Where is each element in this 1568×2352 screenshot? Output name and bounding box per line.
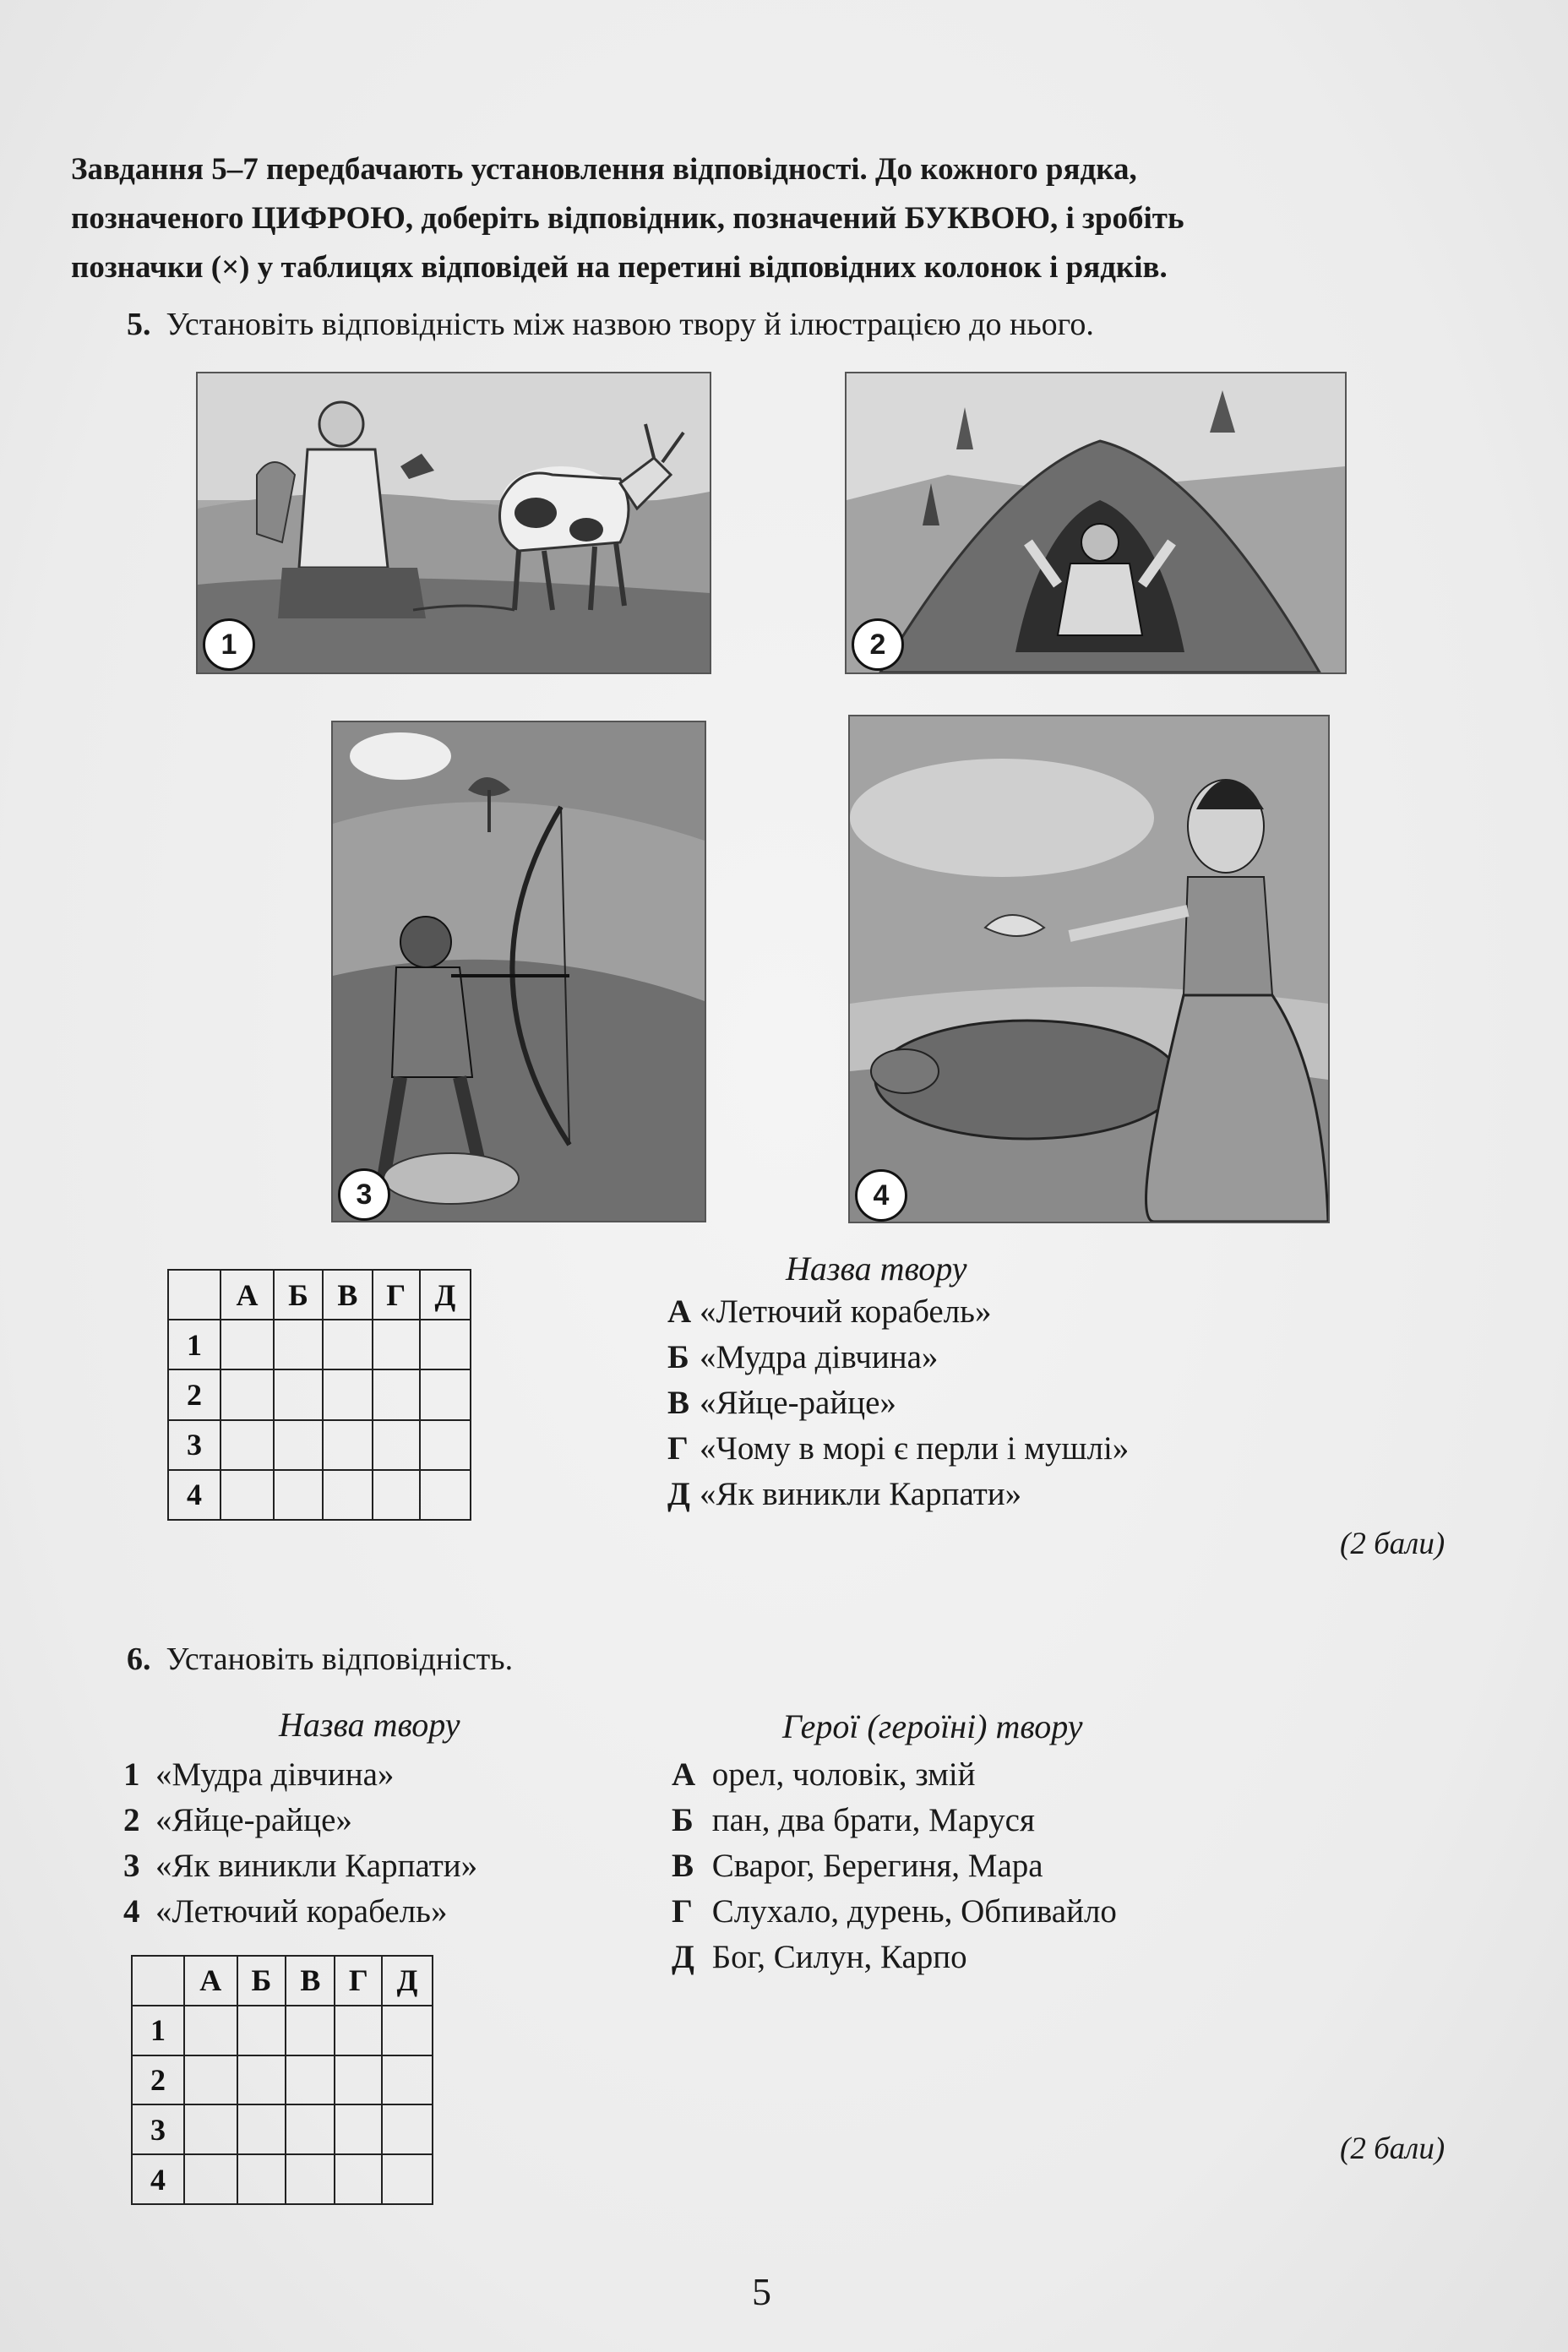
illustration-1: [196, 372, 711, 674]
work-number: 3: [123, 1848, 140, 1884]
hero-text: Слухало, дурень, Обпивайло: [711, 1893, 1117, 1930]
task6-work: [123, 1847, 477, 1885]
task5-option: [667, 1384, 896, 1422]
grid-column-header: Г: [335, 1956, 382, 2006]
grid-cell[interactable]: [373, 1470, 420, 1520]
grid-column-header: Д: [420, 1270, 471, 1320]
instructions-line: Завдання 5–7 передбачають установлення відповідності. До кожного рядка,: [71, 152, 1137, 187]
option-letter: В: [667, 1385, 690, 1421]
work-number: 2: [123, 1802, 140, 1838]
grid-cell[interactable]: [382, 2154, 433, 2204]
illustration-2-label: 2: [852, 618, 904, 671]
hero-letter: Г: [672, 1893, 693, 1930]
man-in-mountain-cave-illustration: [847, 373, 1345, 672]
grid-cell[interactable]: [220, 1320, 274, 1369]
task6-hero: [672, 1756, 976, 1794]
option-text: «Мудра дівчина»: [700, 1339, 939, 1375]
hero-text: Бог, Силун, Карпо: [711, 1939, 967, 1975]
grid-cell[interactable]: [237, 2104, 286, 2154]
grid-cell[interactable]: [274, 1320, 323, 1369]
grid-corner: [168, 1270, 220, 1320]
option-letter: Г: [667, 1430, 689, 1467]
illustration-4-label: 4: [855, 1169, 907, 1222]
grid-cell[interactable]: [373, 1369, 420, 1419]
grid-column-header: В: [323, 1270, 373, 1320]
grid-cell[interactable]: [420, 1369, 471, 1419]
page-number: 5: [752, 2270, 771, 2313]
grid-row-header: 1: [168, 1320, 220, 1369]
option-text: «Яйце-райце»: [700, 1385, 896, 1421]
grid-row-header: 3: [132, 2104, 184, 2154]
grid-row-header: 1: [132, 2006, 184, 2055]
task6-works-title: Назва твору: [279, 1706, 460, 1744]
task6-heroes-title: Герої (героїні) твору: [782, 1707, 1083, 1745]
work-text: «Мудра дівчина»: [155, 1756, 395, 1793]
grid-cell[interactable]: [323, 1420, 373, 1470]
grid-cell[interactable]: [373, 1420, 420, 1470]
grid-cell[interactable]: [237, 2154, 286, 2204]
grid-cell[interactable]: [286, 2104, 335, 2154]
task6-hero: [672, 1801, 1035, 1839]
task5-option: [667, 1429, 1129, 1467]
grid-cell[interactable]: [220, 1470, 274, 1520]
grid-cell[interactable]: [286, 2055, 335, 2105]
grid-cell[interactable]: [184, 2104, 237, 2154]
grid-cell[interactable]: [323, 1369, 373, 1419]
grid-column-header: А: [184, 1956, 237, 2006]
instructions-line: позначеного ЦИФРОЮ, доберіть відповідник, позначений БУКВОЮ, і зробіть: [71, 201, 1184, 236]
grid-cell[interactable]: [335, 2055, 382, 2105]
grid-cell[interactable]: [220, 1369, 274, 1419]
grid-cell[interactable]: [382, 2104, 433, 2154]
task5-number: 5.: [127, 307, 151, 342]
grid-cell[interactable]: [184, 2154, 237, 2204]
grid-cell[interactable]: [286, 2154, 335, 2204]
task5-option: [667, 1293, 991, 1331]
illustration-3: [331, 721, 706, 1222]
grid-cell[interactable]: [184, 2006, 237, 2055]
task5-option: [667, 1338, 938, 1376]
task6-hero: [672, 1938, 967, 1976]
task5-answer-grid: [167, 1269, 471, 1521]
grid-cell[interactable]: [382, 2006, 433, 2055]
grid-cell[interactable]: [335, 2006, 382, 2055]
work-number: 4: [123, 1893, 140, 1930]
illustration-1-label: 1: [203, 618, 255, 671]
girl-with-goat-illustration: [198, 373, 710, 672]
task6-number: 6.: [127, 1642, 151, 1677]
grid-column-header: Д: [382, 1956, 433, 2006]
hero-text: орел, чоловік, змій: [711, 1756, 976, 1793]
illustration-3-label: 3: [338, 1168, 390, 1221]
task6-points: (2 бали): [1340, 2132, 1446, 2166]
grid-cell[interactable]: [184, 2055, 237, 2105]
option-letter: А: [667, 1293, 692, 1330]
task6-work: [123, 1756, 394, 1794]
grid-column-header: Б: [237, 1956, 286, 2006]
grid-cell[interactable]: [237, 2055, 286, 2105]
instructions-block: [71, 145, 1473, 292]
grid-column-header: А: [220, 1270, 274, 1320]
task5-title: Установіть відповідність між назвою твору й ілюстрацією до нього.: [166, 307, 1094, 342]
option-text: «Як виникли Карпати»: [700, 1476, 1022, 1512]
grid-cell[interactable]: [323, 1320, 373, 1369]
hero-text: Сварог, Берегиня, Мара: [711, 1848, 1043, 1884]
grid-cell[interactable]: [274, 1470, 323, 1520]
illustration-2: [845, 372, 1347, 674]
grid-cell[interactable]: [420, 1470, 471, 1520]
work-number: 1: [123, 1756, 140, 1793]
grid-cell[interactable]: [373, 1320, 420, 1369]
task6-hero: [672, 1847, 1043, 1885]
work-text: «Яйце-райце»: [155, 1802, 352, 1838]
task6-work: [123, 1892, 447, 1930]
grid-cell[interactable]: [220, 1420, 274, 1470]
grid-cell[interactable]: [274, 1369, 323, 1419]
task6-work: [123, 1801, 352, 1839]
grid-column-header: Г: [373, 1270, 420, 1320]
task6-title: Установіть відповідність.: [166, 1642, 514, 1677]
option-text: «Летючий корабель»: [700, 1293, 992, 1330]
task6-answer-grid: [131, 1955, 433, 2205]
grid-cell[interactable]: [335, 2104, 382, 2154]
hero-letter: Б: [672, 1802, 694, 1838]
task5-options-title: Назва твору: [786, 1250, 967, 1288]
grid-cell[interactable]: [286, 2006, 335, 2055]
archer-with-bow-illustration: [333, 722, 705, 1221]
hero-text: пан, два брати, Маруся: [711, 1802, 1035, 1838]
grid-row-header: 4: [132, 2154, 184, 2204]
grid-cell[interactable]: [237, 2006, 286, 2055]
task5-points: (2 бали): [1340, 1527, 1446, 1561]
grid-row-header: 4: [168, 1470, 220, 1520]
grid-row-header: 2: [132, 2055, 184, 2105]
grid-corner: [132, 1956, 184, 2006]
task5-option: [667, 1475, 1021, 1513]
task6-heading: [127, 1639, 513, 1680]
illustration-4: [848, 715, 1330, 1223]
option-letter: Б: [667, 1339, 689, 1375]
instructions-line: позначки (×) у таблицях відповідей на перетині відповідних колонок і рядків.: [71, 250, 1168, 285]
grid-cell[interactable]: [323, 1470, 373, 1520]
task5-heading: [127, 304, 1094, 345]
grid-column-header: В: [286, 1956, 335, 2006]
work-text: «Летючий корабель»: [155, 1893, 448, 1930]
hero-letter: В: [672, 1848, 694, 1884]
task6-hero: [672, 1892, 1117, 1930]
grid-cell[interactable]: [382, 2055, 433, 2105]
grid-column-header: Б: [274, 1270, 323, 1320]
princess-with-shell-and-turtle-illustration: [850, 716, 1328, 1222]
option-letter: Д: [667, 1476, 690, 1512]
work-text: «Як виникли Карпати»: [155, 1848, 478, 1884]
grid-cell[interactable]: [335, 2154, 382, 2204]
grid-cell[interactable]: [420, 1320, 471, 1369]
hero-letter: А: [672, 1756, 696, 1793]
grid-row-header: 2: [168, 1369, 220, 1419]
hero-letter: Д: [672, 1939, 694, 1975]
grid-cell[interactable]: [420, 1420, 471, 1470]
option-text: «Чому в морі є перли і мушлі»: [700, 1430, 1130, 1467]
grid-row-header: 3: [168, 1420, 220, 1470]
grid-cell[interactable]: [274, 1420, 323, 1470]
